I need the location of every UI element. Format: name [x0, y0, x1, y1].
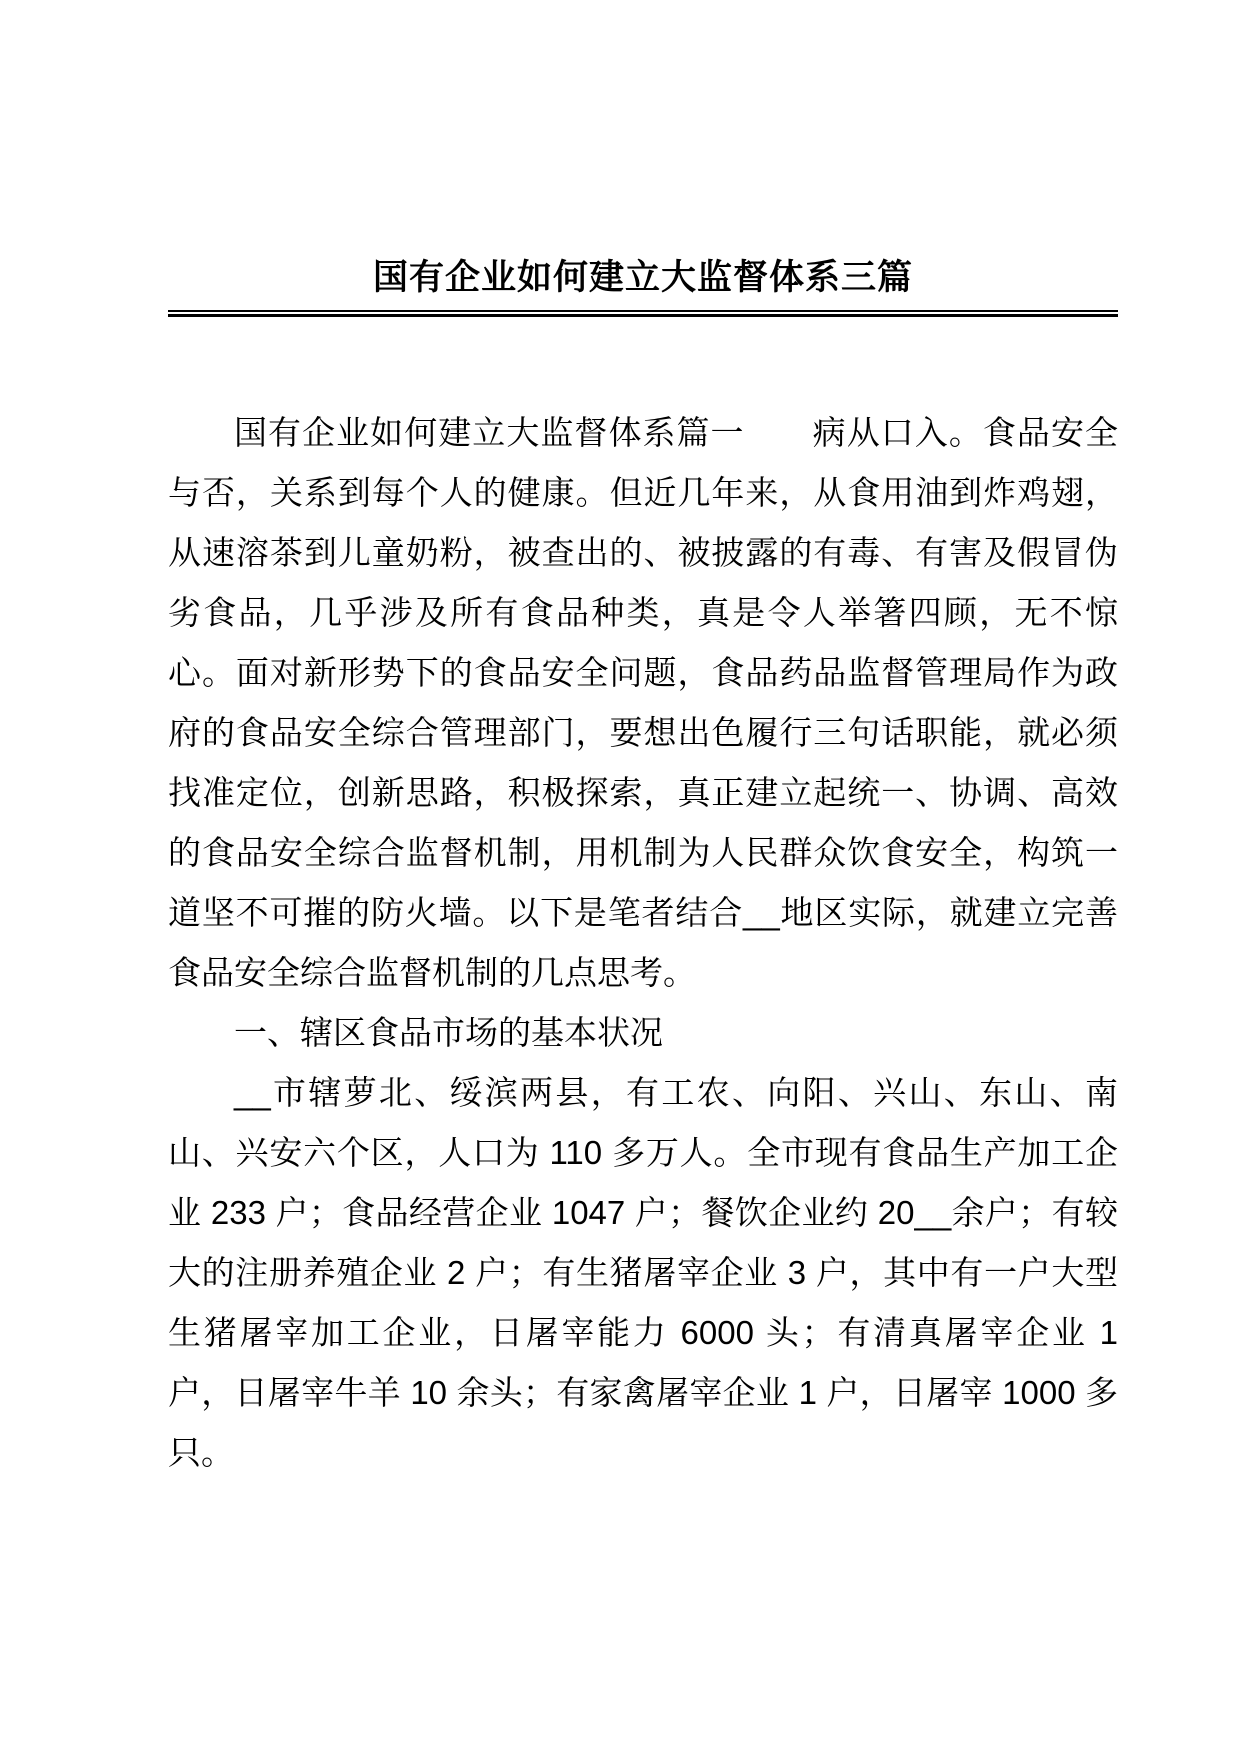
paragraph-market-overview: __市辖萝北、绥滨两县，有工农、向阳、兴山、东山、南山、兴安六个区，人口为 110 多万人。全市现有食品生产加工企业 233 户；食品经营企业 1047 户；餐饮企业约 20__余户；有较大的注册养殖企业 2 户；有生猪屠宰企业 3 户，其中有一户大型生猪屠宰加工企业，日屠宰能力 6000 头；有清真屠宰企业 1 户，日屠宰牛羊 10 余头；有家禽屠宰企业 1 户，日屠宰 1000 多只。 — [168, 1074, 1118, 1471]
title-divider — [168, 310, 1118, 317]
divider-bottom-line — [168, 314, 1118, 317]
document-content — [168, 0, 1118, 1483]
document-title: 国有企业如何建立大监督体系三篇 — [372, 258, 913, 297]
divider-top-line — [168, 310, 1118, 312]
paragraph-intro: 国有企业如何建立大监督体系篇一 病从口入。食品安全与否，关系到每个人的健康。但近几年来，从食用油到炸鸡翅，从速溶茶到儿童奶粉，被查出的、被披露的有毒、有害及假冒伪劣食品，几乎涉及所有食品种类，真是令人举箸四顾，无不惊心。面对新形势下的食品安全问题，食品药品监督管理局作为政府的食品安全综合管理部门，要想出色履行三句话职能，就必须找准定位，创新思路，积极探索，真正建立起统一、协调、高效的食品安全综合监督机制，用机制为人民群众饮食安全，构筑一道坚不可摧的防火墙。以下是笔者结合__地区实际，就建立完善食品安全综合监督机制的几点思考。 — [168, 414, 1118, 991]
document-body — [168, 403, 1118, 1483]
paragraph-section-heading: 一、辖区食品市场的基本状况 — [234, 1014, 663, 1051]
